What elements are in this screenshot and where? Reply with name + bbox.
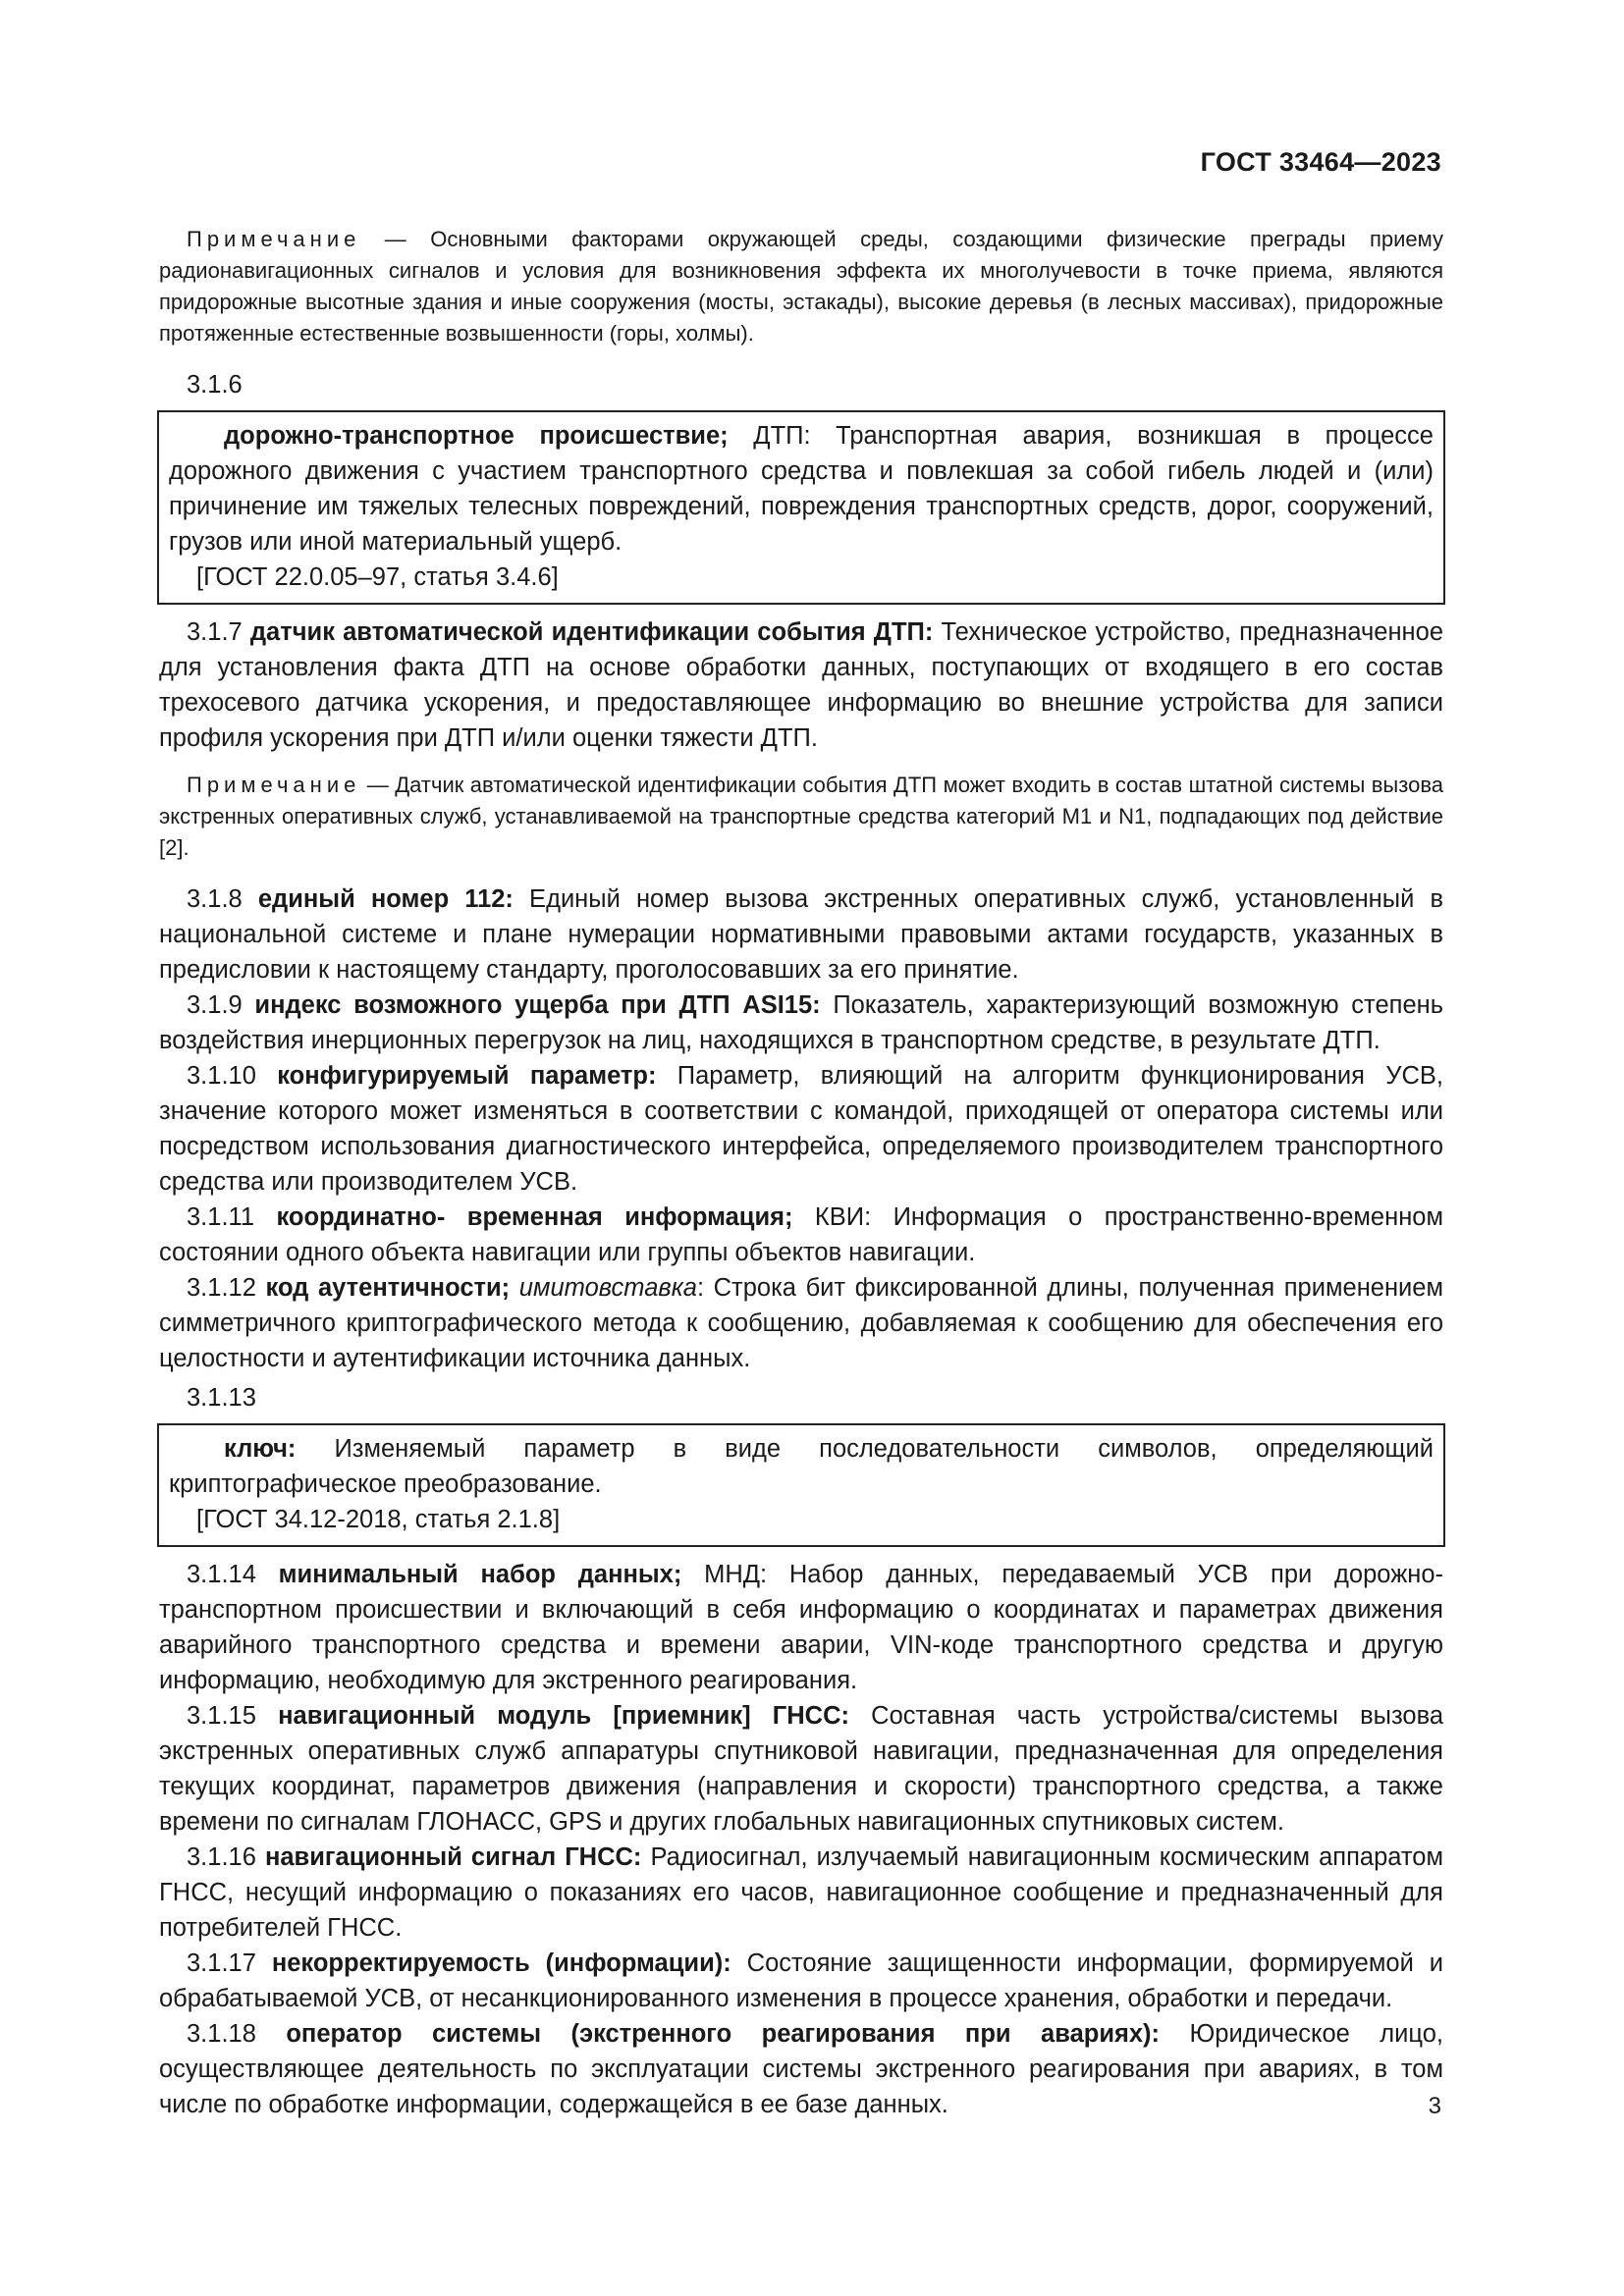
- term-name: код аутентичности;: [265, 1274, 511, 1302]
- term-text: Показатель, характеризующий возможную степень воздействия инерционных перегрузок на лиц, находящихся в транспортном средстве, в результате ДТП.: [159, 991, 1443, 1054]
- note-paragraph: [159, 224, 1443, 349]
- term-definition: 3.1.18 оператор системы (экстренного реагирования при авариях): Юридическое лицо, осуществляющее деятельность по эксплуатации системы экстренного реагирования при авариях, в том числе по обработке информации, содержащейся в ее базе данных.: [159, 2020, 1443, 2118]
- term-definition: 3.1.16 навигационный сигнал ГНСС: Радиосигнал, излучаемый навигационным космическим аппаратом ГНСС, несущий информацию о показаниях его часов, навигационное сообщение и предназначенный для потребителей ГНСС.: [159, 1843, 1443, 1942]
- term-text: МНД: Набор данных, передаваемый УСВ при дорожно-транспортном происшествии и включающий в себя информацию о координатах и параметрах движения аварийного транспортного средства и времени аварии, VIN-коде транспортного средства и другую информацию, необходимую для экстренного реагирования.: [159, 1561, 1444, 1694]
- document-body: [159, 224, 1443, 2122]
- term-definition: [169, 418, 1434, 560]
- term-name: датчик автоматической идентификации события ДТП:: [249, 618, 934, 646]
- term-text: Юридическое лицо, осуществляющее деятельность по эксплуатации системы экстренного реагирования при авариях, в том числе по обработке информации, содержащейся в ее базе данных.: [159, 2020, 1443, 2118]
- term-definition: 3.1.14 минимальный набор данных; МНД: Набор данных, передаваемый УСВ при дорожно-транспортном происшествии и включающий в себя информацию о координатах и параметрах движения аварийного транспортного средства и времени аварии, VIN-коде транспортного средства и другую информацию, необходимую для экстренного реагирования.: [159, 1561, 1444, 1694]
- term-text: Параметр, влияющий на алгоритм функционирования УСВ, значение которого может изменяться в соответствии с командой, приходящей от оператора системы или посредством использования диагностического интерфейса, определяемого производителем транспортного средства или производителем УСВ.: [159, 1062, 1443, 1196]
- document-id: ГОСТ 33464—2023: [1200, 147, 1441, 177]
- term-name: ключ:: [224, 1435, 297, 1463]
- term-definition: 3.1.7 датчик автоматической идентификации события ДТП: Техническое устройство, предназначенное для установления факта ДТП на основе обработки данных, поступающих от входящего в его состав трехосевого датчика ускорения, и предоставляющее информацию во внешние устройства для записи профиля ускорения при ДТП и/или оценки тяжести ДТП.: [159, 618, 1444, 752]
- term-text: Техническое устройство, предназначенное для установления факта ДТП на основе обработки данных, поступающих от входящего в его состав трехосевого датчика ускорения, и предоставляющее информацию во внешние устройства для записи профиля ускорения при ДТП и/или оценки тяжести ДТП.: [159, 618, 1444, 752]
- note-paragraph: [159, 770, 1443, 864]
- term-source: [ГОСТ 22.0.05–97, статья 3.4.6]: [196, 563, 559, 591]
- term-name: навигационный сигнал ГНСС:: [264, 1843, 642, 1871]
- term-text: Состояние защищенности информации, формируемой и обрабатываемой УСВ, от несанкционированного изменения в процессе хранения, обработки и передачи.: [159, 1949, 1443, 2012]
- term-name: минимальный набор данных;: [278, 1561, 682, 1588]
- term-definition: 3.1.8 единый номер 112: Единый номер вызова экстренных оперативных служб, установленный в национальной системе и плане нумерации нормативными правовыми актами государств, указанных в предисловии к настоящему стандарту, проголосовавших за его принятие.: [159, 885, 1443, 984]
- term-text: Изменяемый параметр в виде последовательности символов, определяющий криптографическое преобразование.: [169, 1435, 1434, 1498]
- term-text: : Строка бит фиксированной длины, полученная применением симметричного криптографического метода к сообщению, добавляемая к сообщению для обеспечения его целостности и аутентификации источника данных.: [159, 1274, 1443, 1372]
- term-definition: 3.1.15 навигационный модуль [приемник] ГНСС: Составная часть устройства/системы вызова экстренных оперативных служб аппаратуры спутниковой навигации, предназначенная для определения текущих координат, параметров движения (направления и скорости) транспортного средства, а также времени по сигналам ГЛОНАСС, GPS и других глобальных навигационных спутниковых систем.: [159, 1702, 1444, 1836]
- term-text: Радиосигнал, излучаемый навигационным космическим аппаратом ГНСС, несущий информацию о показаниях его часов, навигационное сообщение и предназначенный для потребителей ГНСС.: [159, 1843, 1443, 1942]
- term-number: 3.1.13: [187, 1384, 256, 1412]
- term-definition: [169, 1431, 1434, 1502]
- term-name: индекс возможного ущерба при ДТП ASI15:: [254, 991, 821, 1019]
- definition-box: [157, 410, 1445, 605]
- term-text: Единый номер вызова экстренных оперативных служб, установленный в национальной системе и плане нумерации нормативными правовыми актами государств, указанных в предисловии к настоящему стандарту, проголосовавших за его принятие.: [159, 885, 1443, 984]
- definition-box: [157, 1423, 1445, 1547]
- term-source: [ГОСТ 34.12-2018, статья 2.1.8]: [196, 1506, 561, 1533]
- term-text: КВИ: Информация о пространственно-временном состоянии одного объекта навигации или группы объектов навигации.: [159, 1203, 1443, 1266]
- term-name: навигационный модуль [приемник] ГНСС:: [278, 1702, 849, 1730]
- term-definition: 3.1.12 код аутентичности; имитовставка: Строка бит фиксированной длины, полученная применением симметричного криптографического метода к сообщению, добавляемая к сообщению для обеспечения его целостности и аутентификации источника данных.: [159, 1274, 1443, 1372]
- term-text: Составная часть устройства/системы вызова экстренных оперативных служб аппаратуры спутниковой навигации, предназначенная для определения текущих координат, параметров движения (направления и скорости) транспортного средства, а также времени по сигналам ГЛОНАСС, GPS и других глобальных навигационных спутниковых систем.: [159, 1702, 1444, 1836]
- term-definition: 3.1.9 индекс возможного ущерба при ДТП ASI15: Показатель, характеризующий возможную степень воздействия инерционных перегрузок на лиц, находящихся в транспортном средстве, в результате ДТП.: [159, 991, 1443, 1054]
- note-text: — Основными факторами окружающей среды, создающими физические преграды приему радионавигационных сигналов и условия для возникновения эффекта их многолучевости в точке приема, являются придорожные высотные здания и иные сооружения (мосты, эстакады), высокие деревья (в лесных массивах), придорожные протяженные естественные возвышенности (горы, холмы).: [159, 227, 1443, 346]
- term-name: оператор системы (экстренного реагирования при авариях):: [286, 2020, 1161, 2048]
- term-name: координатно- временная информация;: [276, 1203, 793, 1231]
- note-label: Примечание: [187, 227, 361, 251]
- term-text: ДТП: Транспортная авария, возникшая в процессе дорожного движения с участием транспортного средства и повлекшая за собой гибель людей и (или) причинение им тяжелых телесных повреждений, повреждения транспортных средств, дорог, сооружений, грузов или иной материальный ущерб.: [169, 422, 1434, 556]
- term-name: конфигурируемый параметр:: [277, 1062, 657, 1090]
- term-name: дорожно-транспортное происшествие;: [224, 422, 729, 450]
- term-name: некорректируемость (информации):: [271, 1949, 731, 1977]
- term-definition: 3.1.11 координатно- временная информация; КВИ: Информация о пространственно-временном состоянии одного объекта навигации или группы объектов навигации.: [159, 1203, 1443, 1266]
- note-text: — Датчик автоматической идентификации события ДТП может входить в состав штатной системы вызова экстренных оперативных служб, устанавливаемой на транспортные средства категорий M1 и N1, подпадающих под действие [2].: [159, 773, 1443, 860]
- term-definition: 3.1.10 конфигурируемый параметр: Параметр, влияющий на алгоритм функционирования УСВ, значение которого может изменяться в соответствии с командой, приходящей от оператора системы или посредством использования диагностического интерфейса, определяемого производителем транспортного средства или производителем УСВ.: [159, 1062, 1443, 1196]
- term-name: единый номер 112:: [257, 885, 514, 913]
- page-number: 3: [1428, 2093, 1441, 2119]
- term-number: 3.1.6: [187, 371, 243, 399]
- term-definition: 3.1.17 некорректируемость (информации): Состояние защищенности информации, формируемой и обрабатываемой УСВ, от несанкционированного изменения в процессе хранения, обработки и передачи.: [159, 1949, 1443, 2012]
- term-synonym: имитовставка: [518, 1274, 697, 1302]
- note-label: Примечание: [187, 773, 361, 797]
